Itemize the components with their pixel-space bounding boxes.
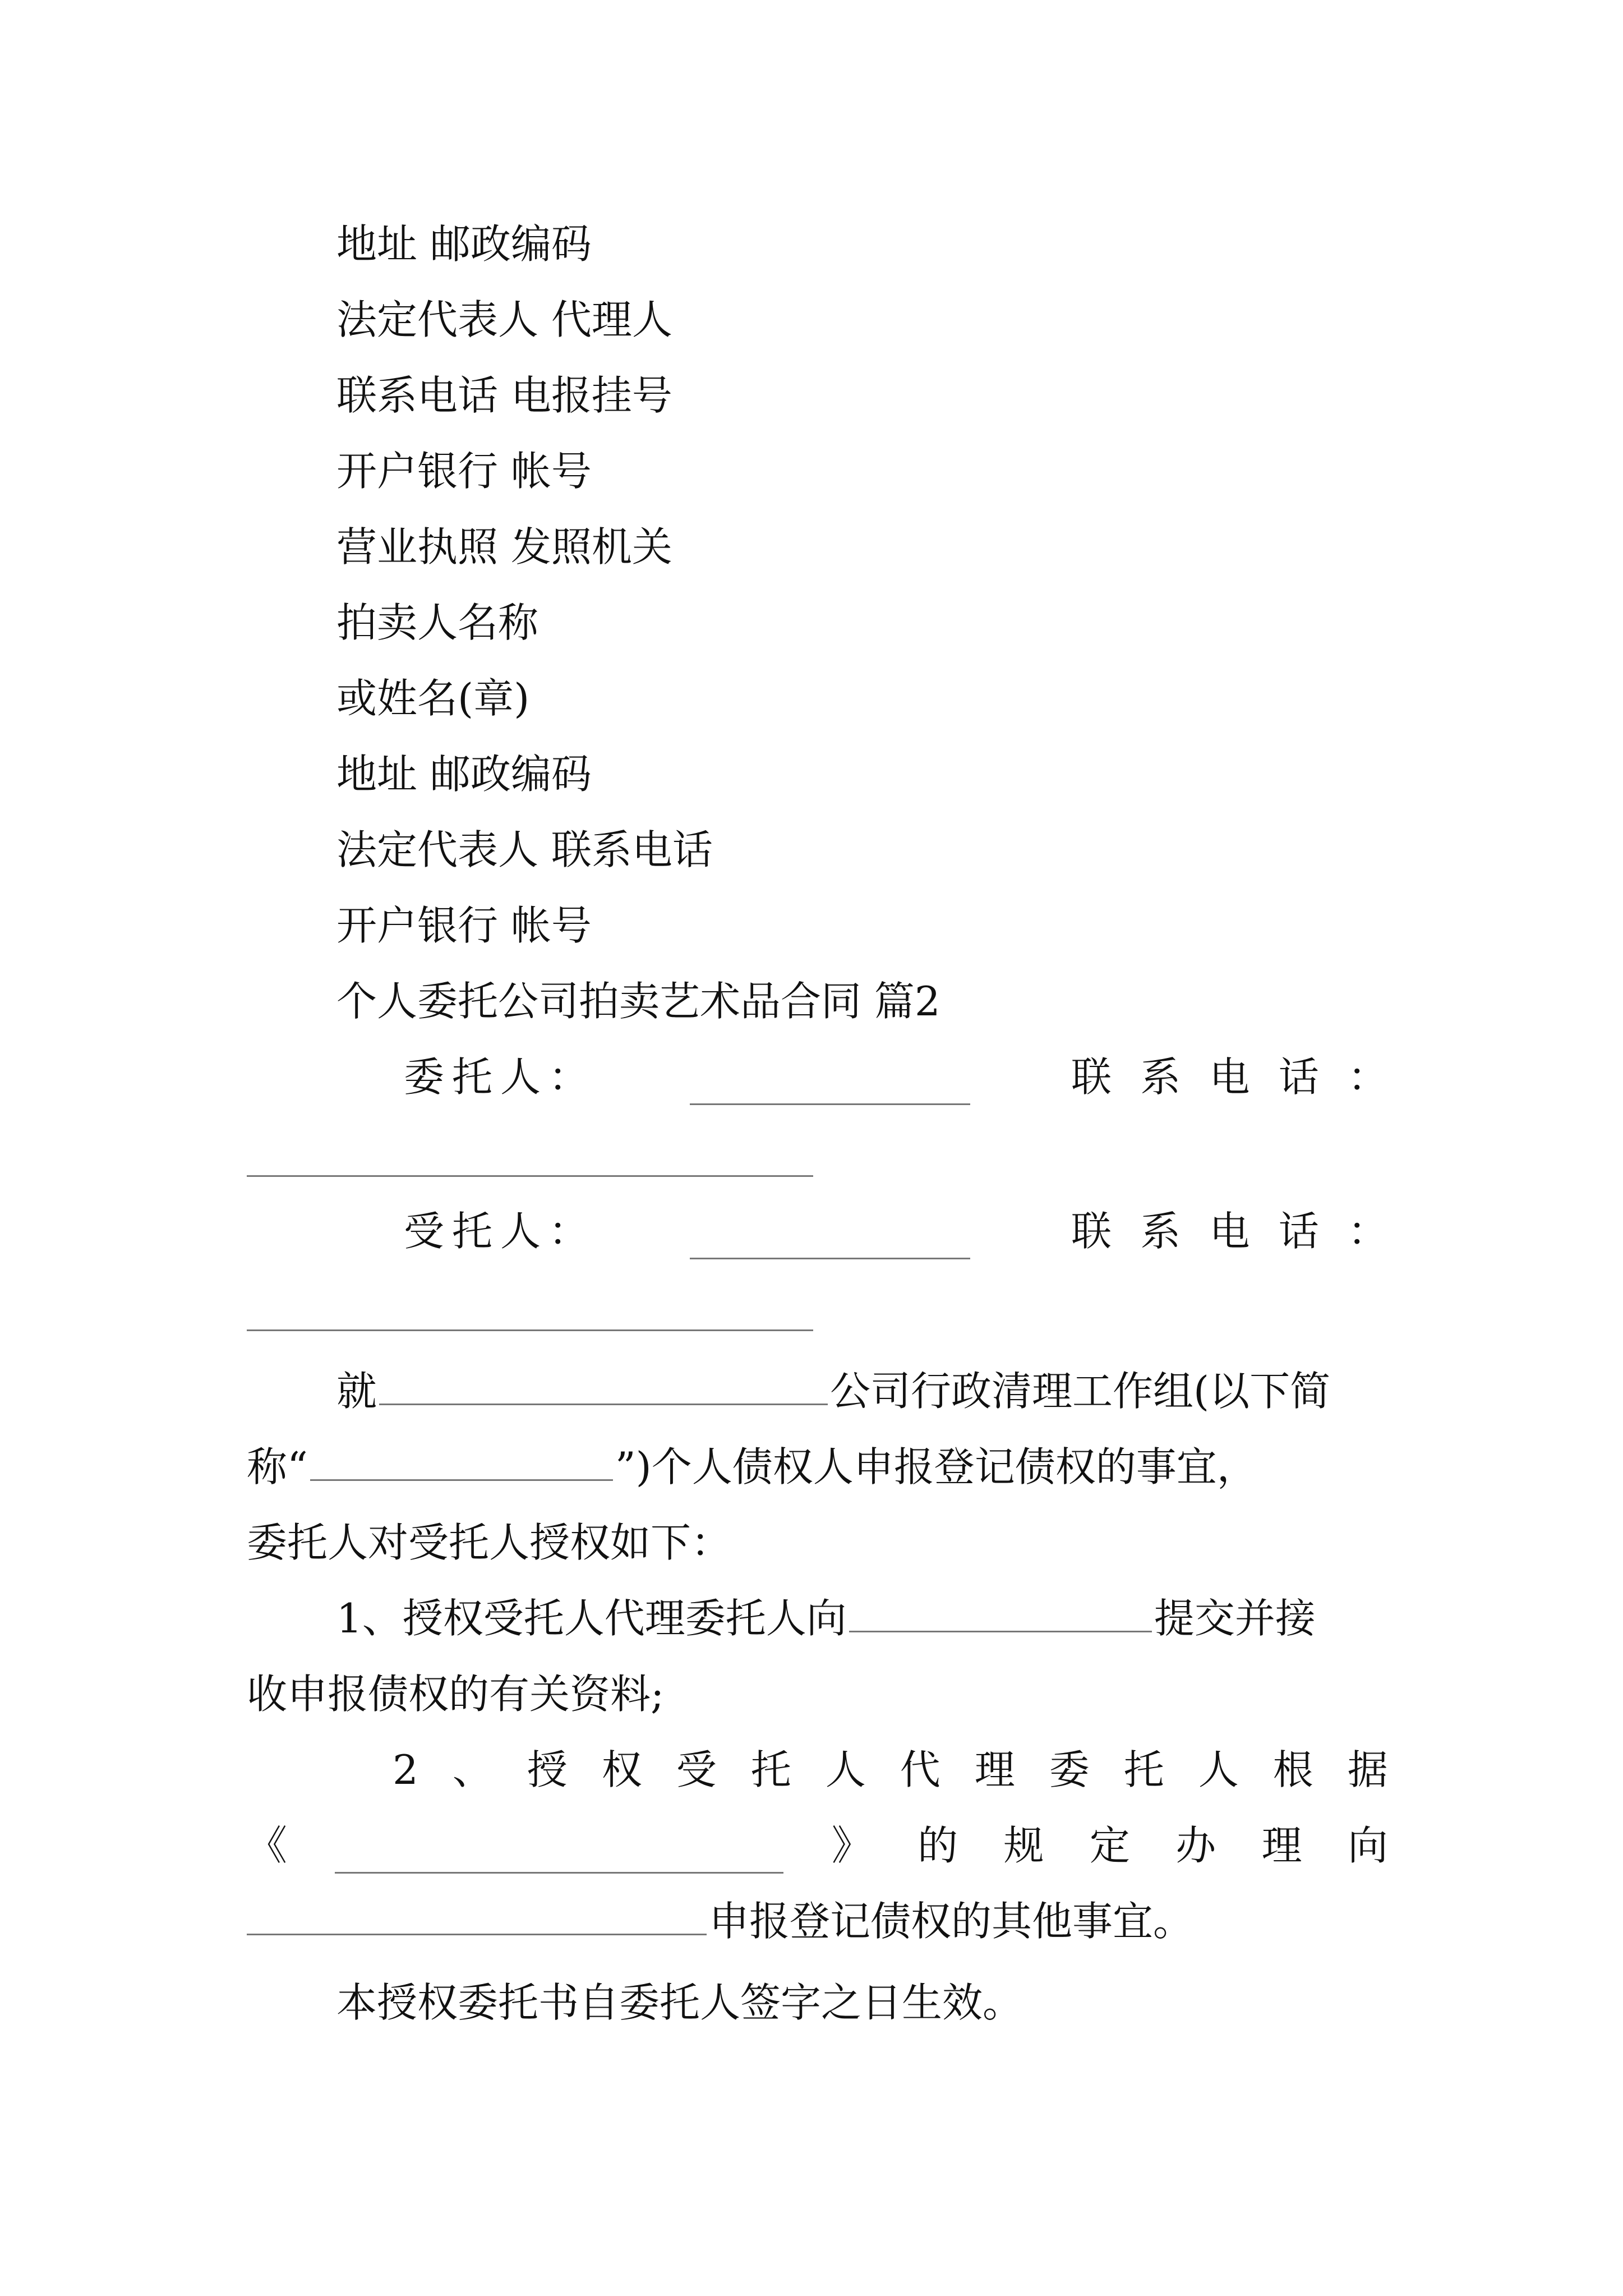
agent-row [404,1203,1388,1259]
name-seal-line: 或姓名(章) [336,675,530,722]
para1-line1: 就 公司行政清理工作组(以下简 [336,1363,1330,1419]
bank-account-line: 开户银行 帐号 [336,448,592,495]
principal-name-blank[interactable] [690,1063,970,1105]
law-name-blank[interactable] [335,1832,783,1874]
legal-rep-agent-line: 法定代表人 代理人 [336,296,672,343]
principal-phone-blank[interactable] [247,1175,813,1177]
item2-line3: 申报登记债权的其他事宜。 [247,1893,1193,1949]
item2-line1: 2 、 授 权 受 托 人 代 理 委 托 人 根 据 [393,1746,1388,1793]
company-blank[interactable] [379,1363,828,1405]
agent-name-blank[interactable] [690,1217,970,1259]
item1-line2: 收申报债权的有关资料; [247,1671,665,1718]
principal-phone-label: 联 系 电 话 ： [1071,1053,1388,1101]
license-authority-line: 营业执照 发照机关 [336,523,672,570]
agent-phone-blank[interactable] [247,1329,813,1331]
closing-statement: 本授权委托书自委托人签字之日生效。 [336,1979,1023,2026]
section-heading: 个人委托公司拍卖艺术品合同 篇2 [336,978,940,1025]
phone-telegraph-line: 联系电话 电报挂号 [336,372,672,419]
para1-line2: 称“ ”)个人债权人申报登记债权的事宜， [247,1439,1257,1495]
item2-line2: 《 》 的 规 定 办 理 向 [247,1818,1388,1874]
address-postcode-line: 地址 邮政编码 [336,220,592,268]
address-postcode-line-2: 地址 邮政编码 [336,751,592,798]
legal-rep-phone-line: 法定代表人 联系电话 [336,826,713,873]
principal-label: 委 托 人 ： [404,1053,589,1101]
agent-phone-label: 联 系 电 话 ： [1071,1208,1388,1255]
auctioneer-name-line: 拍卖人名称 [336,599,539,646]
principal-row [404,1049,1388,1105]
agent-label: 受 托 人 ： [404,1208,589,1255]
item1-line1: 1、授权受托人代理委托人向 提交并接 [336,1590,1316,1646]
register-to-blank[interactable] [247,1893,707,1935]
para1-line3: 委托人对受托人授权如下： [247,1519,732,1566]
short-name-blank[interactable] [310,1439,613,1481]
submit-to-blank[interactable] [849,1590,1152,1632]
bank-account-line-2: 开户银行 帐号 [336,902,592,949]
